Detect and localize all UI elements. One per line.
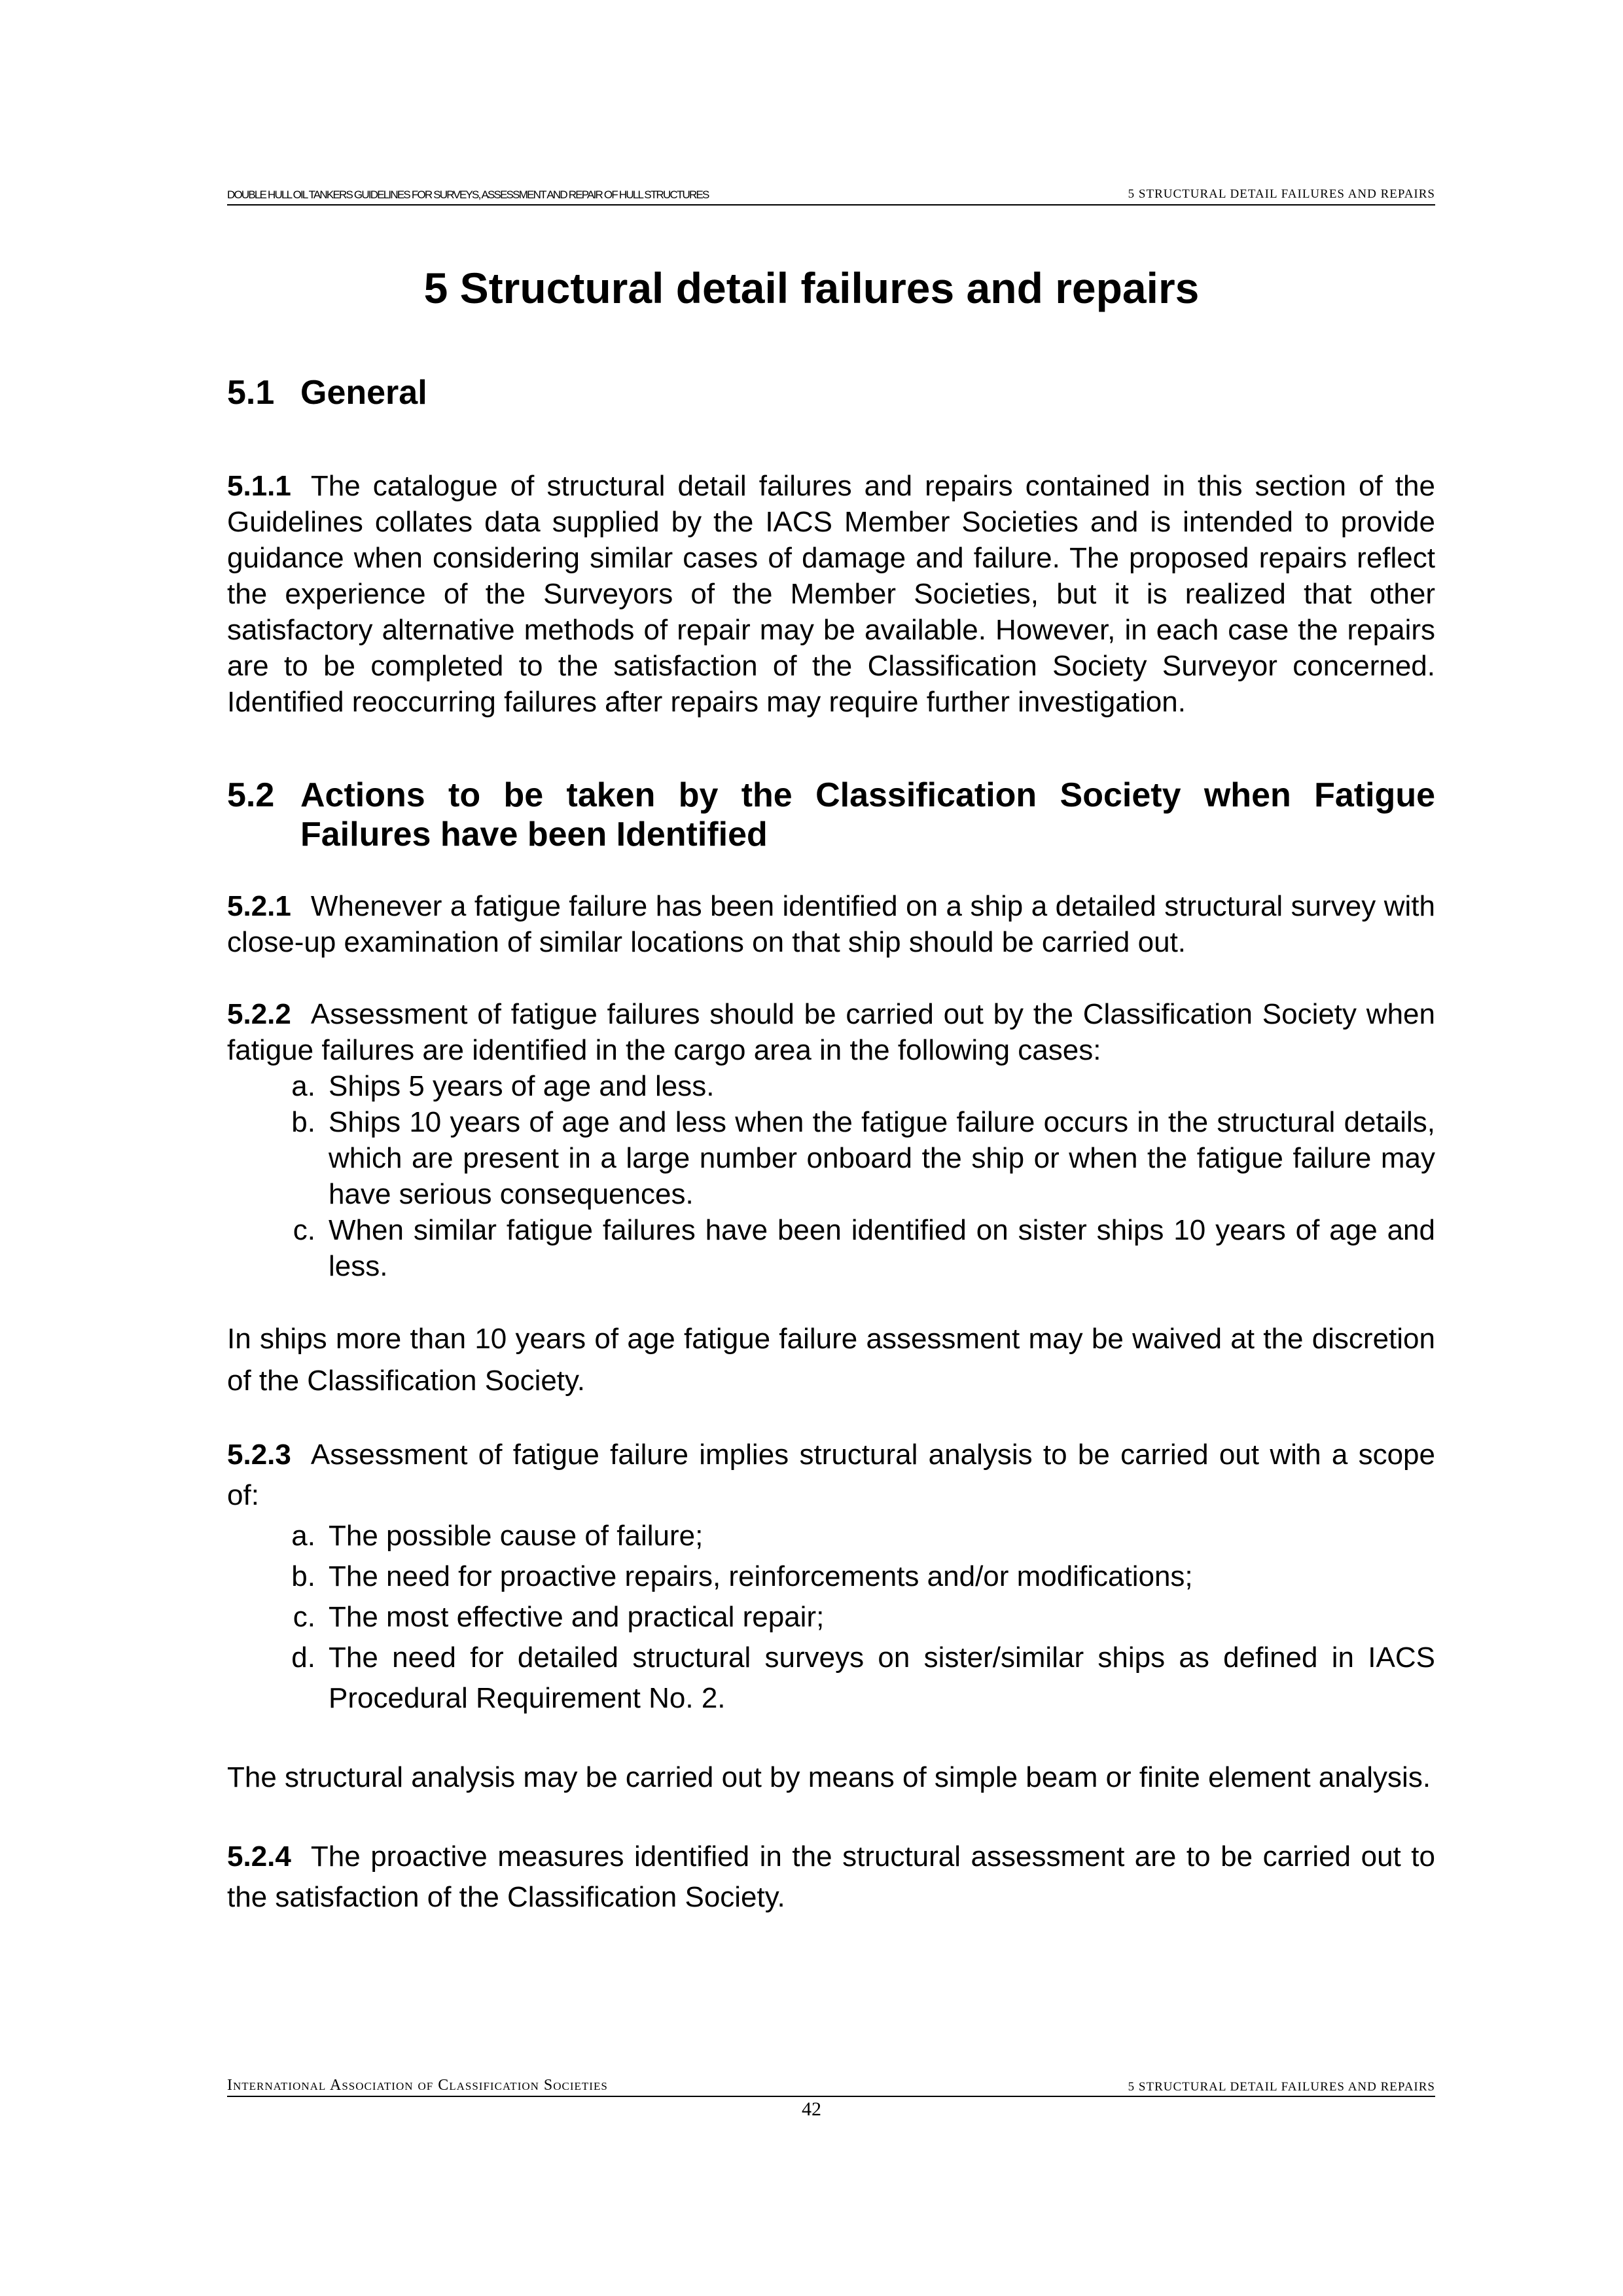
list-marker: d.: [291, 1641, 315, 1674]
section-title: General: [300, 374, 427, 412]
list-item-text: Ships 10 years of age and less when the fatigue failure occurs in the structural details, which are present in a large number onboard the ship or when the fatigue failure may have serious consequences.: [329, 1106, 1435, 1210]
page-number: 42: [802, 2098, 821, 2120]
chapter-title: 5 Structural detail failures and repairs: [423, 264, 1200, 312]
list-marker: b.: [291, 1106, 315, 1138]
section-number: 5.1: [227, 374, 275, 412]
header-section-title: 5 STRUCTURAL DETAIL FAILURES AND REPAIRS: [1128, 187, 1435, 201]
paragraph-text: Assessment of fatigue failure implies structural analysis to be carried out with a scope of:: [227, 1439, 1435, 1511]
page-body: [227, 373, 1435, 1918]
list-item: [227, 1516, 1435, 1556]
paragraph-number: 5.2.3: [227, 1439, 291, 1471]
running-footer: [227, 2075, 1435, 2097]
paragraph-number: 5.1.1: [227, 470, 291, 502]
list-item: [227, 1068, 1435, 1104]
section-heading-5-2: [227, 776, 1435, 854]
paragraph-5-2-3: [227, 1435, 1435, 1516]
paragraph-number: 5.2.2: [227, 998, 291, 1030]
list-item: [227, 1104, 1435, 1212]
running-header: [227, 181, 1435, 206]
list-5-2-3: [227, 1516, 1435, 1719]
list-item: [227, 1212, 1435, 1284]
list-marker: c.: [293, 1214, 315, 1246]
footer-organization: International Association of Classification Societies: [227, 2077, 608, 2094]
list-marker: c.: [293, 1601, 315, 1633]
paragraph-text: The catalogue of structural detail failures and repairs contained in this section of the Guidelines collates data supplied by the IACS Member Societies and is intended to provide guidance when considering similar cases of damage and failure. The proposed repairs reflect the experience of the Surveyors of the Member Societies, but it is realized that other satisfactory alternative methods of repair may be available. However, in each case the repairs are to be completed to the satisfaction of the Classification Society Surveyor concerned. Identified reoccurring failures after repairs may require further investigation.: [227, 470, 1435, 718]
list-item-text: Ships 5 years of age and less.: [329, 1070, 715, 1102]
list-item: [227, 1597, 1435, 1638]
list-marker: a.: [291, 1070, 315, 1102]
list-item-text: When similar fatigue failures have been identified on sister ships 10 years of age and less.: [329, 1214, 1435, 1282]
paragraph-number: 5.2.4: [227, 1840, 291, 1873]
list-item: [227, 1556, 1435, 1597]
paragraph-5-1-1: [227, 468, 1435, 720]
header-document-title: DOUBLE HULL OIL TANKERS GUIDELINES FOR SURVEYS, ASSESSMENT AND REPAIR OF HULL STRUCTURES: [227, 188, 709, 201]
list-item-text: The possible cause of failure;: [329, 1520, 704, 1552]
paragraph-5-2-2: [227, 996, 1435, 1068]
paragraph-5-2-4: [227, 1837, 1435, 1918]
list-item-text: The need for proactive repairs, reinforcements and/or modifications;: [329, 1560, 1193, 1592]
footer-section-title: 5 STRUCTURAL DETAIL FAILURES AND REPAIRS: [1128, 2080, 1435, 2094]
section-title: Actions to be taken by the Classification Society when Fatigue Failures have been Identified: [300, 776, 1435, 853]
paragraph-analysis-method: The structural analysis may be carried out by means of simple beam or finite element analysis.: [227, 1761, 1431, 1793]
section-heading-5-1: [227, 373, 1435, 412]
paragraph-text: Whenever a fatigue failure has been identified on a ship a detailed structural survey with close-up examination of similar locations on that ship should be carried out.: [227, 890, 1435, 958]
section-number: 5.2: [227, 776, 275, 814]
paragraph-number: 5.2.1: [227, 890, 291, 922]
list-item-text: The most effective and practical repair;: [329, 1601, 825, 1633]
paragraph-age-waiver: In ships more than 10 years of age fatigue failure assessment may be waived at the discretion of the Classification Society.: [227, 1323, 1435, 1397]
paragraph-text: Assessment of fatigue failures should be carried out by the Classification Society when fatigue failures are identified in the cargo area in the following cases:: [227, 998, 1435, 1066]
list-marker: b.: [291, 1560, 315, 1592]
paragraph-5-2-1: [227, 888, 1435, 960]
paragraph-text: The proactive measures identified in the structural assessment are to be carried out to the satisfaction of the Classification Society.: [227, 1840, 1435, 1913]
list-5-2-2: [227, 1068, 1435, 1284]
list-marker: a.: [291, 1520, 315, 1552]
list-item: [227, 1638, 1435, 1719]
list-item-text: The need for detailed structural surveys on sister/similar ships as defined in IACS Procedural Requirement No. 2.: [329, 1641, 1435, 1714]
